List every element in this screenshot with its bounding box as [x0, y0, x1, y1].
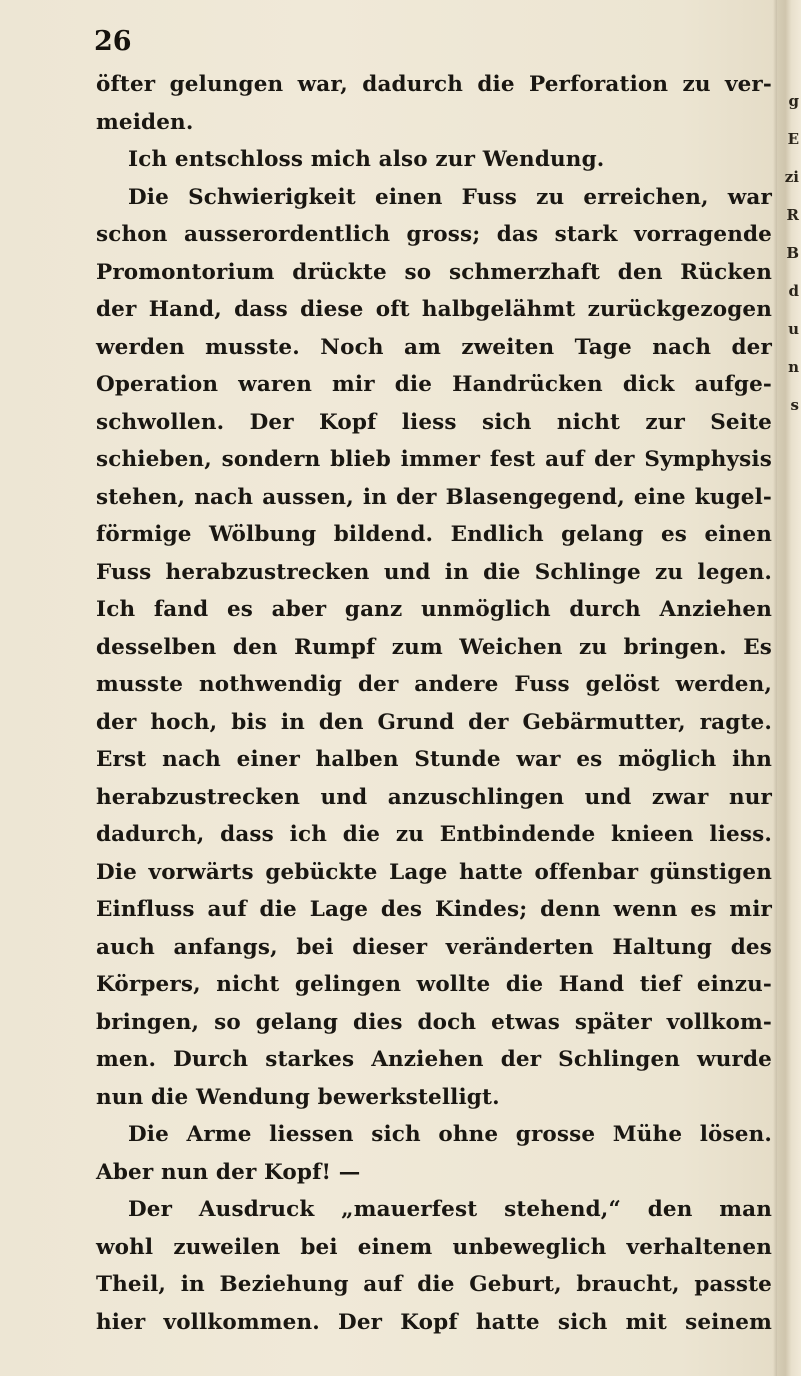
text-line: Theil, in Beziehung auf die Geburt, braucht, passte [96, 1272, 772, 1297]
page-number: 26 [94, 26, 132, 57]
facing-page-letter: g [788, 92, 799, 110]
text-line: herabzustrecken und anzuschlingen und zwar nur [96, 784, 772, 810]
facing-page-letter: n [788, 358, 799, 376]
text-line: Die vorwärts gebückte Lage hatte offenbar günstigen [96, 859, 772, 885]
text-line: Erst nach einer halben Stunde war es möglich ihn [96, 747, 772, 772]
text-line: förmige Wölbung bildend. Endlich gelang es einen [96, 522, 772, 547]
text-line: der hoch, bis in den Grund der Gebärmutter, ragte. [96, 709, 772, 735]
text-line: hier vollkommen. Der Kopf hatte sich mit seinem [96, 1309, 772, 1335]
text-line: nun die Wendung bewerkstelligt. [96, 1084, 500, 1110]
text-line: Aber nun der Kopf! — [96, 1159, 361, 1185]
text-line: werden musste. Noch am zweiten Tage nach der [96, 334, 772, 360]
text-line: Die Schwierigkeit einen Fuss zu erreichen, war [128, 184, 772, 210]
text-line: bringen, so gelang dies doch etwas später vollkom- [96, 1009, 772, 1035]
text-line: dadurch, dass ich die zu Entbindende knieen liess. [96, 822, 772, 847]
text-line: stehen, nach aussen, in der Blasengegend, eine kugel- [96, 484, 772, 510]
text-line: Ich fand es aber ganz unmöglich durch Anziehen [96, 597, 772, 622]
text-line: Ich entschloss mich also zur Wendung. [128, 147, 605, 172]
facing-page-letter: R [786, 206, 799, 224]
body-text [96, 66, 772, 1341]
text-line: auch anfangs, bei dieser veränderten Haltung des [96, 934, 772, 960]
text-line: meiden. [96, 109, 194, 135]
text-line: schieben, sondern blieb immer fest auf der Symphysis [96, 447, 772, 472]
facing-page-letter: B [786, 244, 799, 262]
text-line: desselben den Rumpf zum Weichen zu bringen. Es [96, 634, 772, 660]
text-line: Promontorium drückte so schmerzhaft den Rücken [96, 259, 772, 285]
text-line: öfter gelungen war, dadurch die Perforation zu ver- [96, 72, 772, 97]
text-line: Der Ausdruck „mauerfest stehend,“ den man [128, 1197, 772, 1222]
facing-page-letter: d [788, 282, 799, 300]
text-line: men. Durch starkes Anziehen der Schlingen wurde [96, 1047, 772, 1072]
text-line: musste nothwendig der andere Fuss gelöst werden, [96, 672, 772, 697]
text-line: Die Arme liessen sich ohne grosse Mühe lösen. [128, 1122, 772, 1147]
text-line: der Hand, dass diese oft halbgelähmt zurückgezogen [96, 297, 772, 322]
facing-page-letter: u [788, 320, 799, 338]
facing-page-letter: zi [784, 168, 799, 186]
text-line: wohl zuweilen bei einem unbeweglich verhaltenen [96, 1234, 772, 1260]
text-line: Einfluss auf die Lage des Kindes; denn wenn es mir [96, 897, 772, 922]
text-line: Operation waren mir die Handrücken dick aufge- [96, 372, 772, 397]
facing-page-letter: E [787, 130, 799, 148]
text-line: Körpers, nicht gelingen wollte die Hand tief einzu- [96, 972, 772, 997]
facing-page-letter: s [790, 396, 799, 414]
text-line: schon ausserordentlich gross; das stark vorragende [96, 222, 772, 247]
text-line: Fuss herabzustrecken und in die Schlinge zu legen. [96, 559, 772, 585]
text-line: schwollen. Der Kopf liess sich nicht zur Seite [96, 409, 772, 435]
